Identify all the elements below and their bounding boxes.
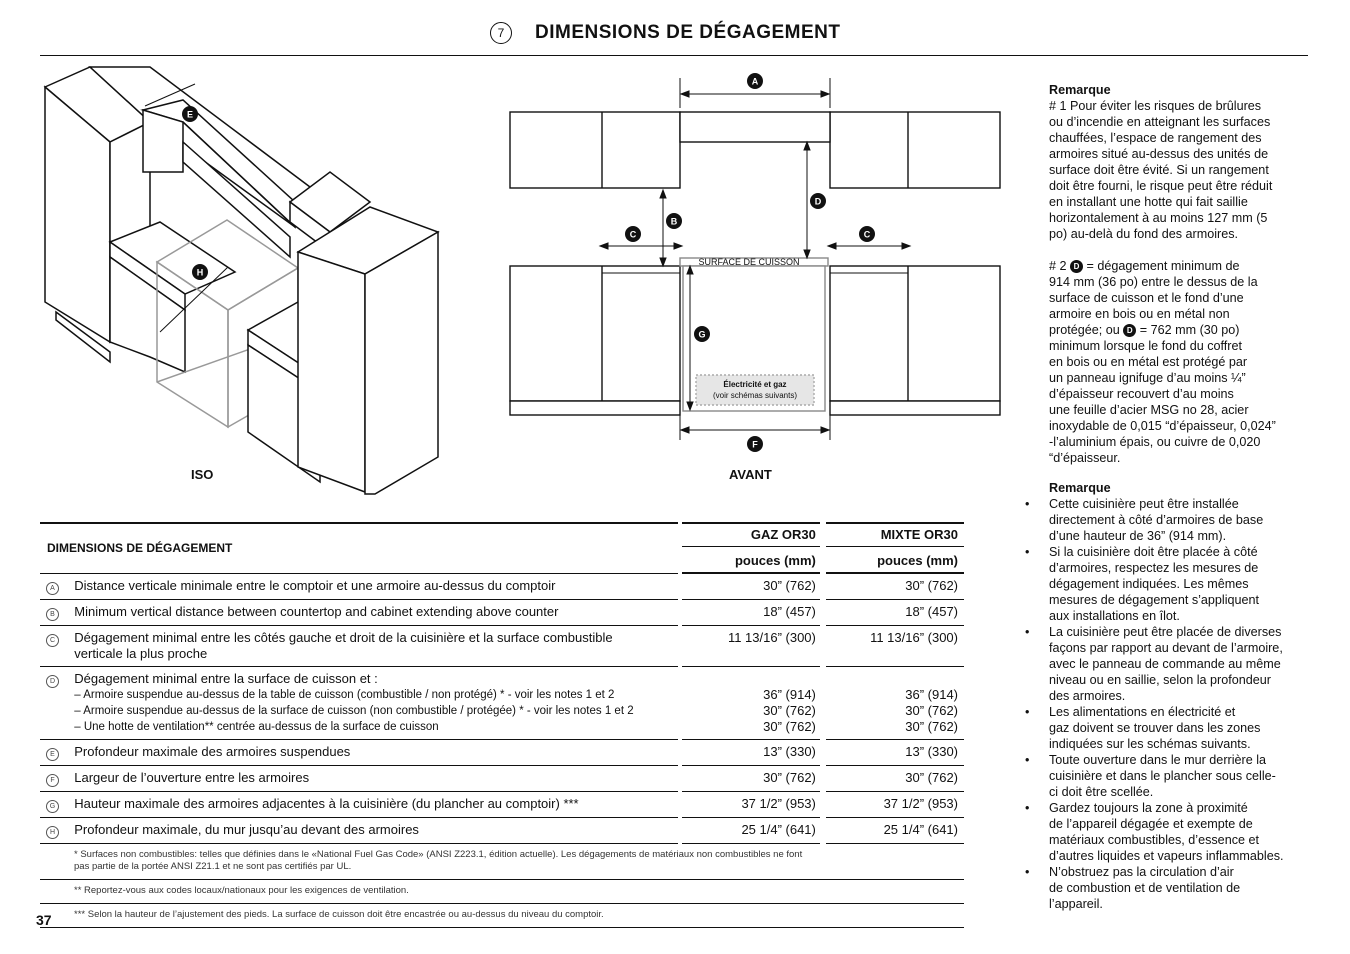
row-subitem: – Armoire suspendue au-dessus de la table de cuisson (combustible / non protégé) * - voir les notes 1 et 2	[74, 688, 615, 701]
remark-bullet-line: dégagement indiquées. Les mêmes	[1049, 577, 1249, 591]
remark-bullets	[1049, 496, 1317, 912]
remark-bullet-line: • N’obstruez pas la circulation d’air	[1049, 865, 1234, 879]
notes-column	[1049, 82, 1317, 912]
note-2-line-2: 914 mm (36 po) entre le dessus de la	[1049, 275, 1258, 289]
table-footnote: * Surfaces non combustibles: telles que définies dans le «National Fuel Gas Code» (ANSI Z223.1, édition actuelle). Les dégagements de matériaux non combustibles ne font	[74, 848, 803, 860]
col-header-mixte: MIXTE OR30	[880, 527, 958, 542]
note-2-line: un panneau ignifuge d’au moins ¼”	[1049, 371, 1246, 385]
remark-bullet-line: façons par rapport au devant de l’armoire,	[1049, 641, 1283, 655]
note-1-line: doit être fourni, le risque peut être réduit	[1049, 179, 1273, 193]
remark-bullet-line: cuisinière et dans le plancher sous celle-	[1049, 769, 1276, 783]
row-letter-icon: A	[46, 582, 59, 595]
remark-bullet-line: • Cette cuisinière peut être installée	[1049, 497, 1239, 511]
col-header-gaz: GAZ OR30	[750, 527, 816, 542]
marker-d-note: D	[1123, 324, 1136, 337]
note-2-tail	[1049, 338, 1317, 466]
table-footnote: *** Selon la hauteur de l’ajustement des pieds. La surface de cuisson doit être encastrée ou au-dessus du niveau du comptoir.	[74, 908, 604, 920]
remark-bullet-line: • Les alimentations en électricité et	[1049, 705, 1236, 719]
remark-bullet-line: ci doit être scellée.	[1049, 785, 1154, 799]
remark-bullet	[1049, 864, 1317, 912]
remark-bullet-line: matériaux combustibles, d’essence et	[1049, 833, 1259, 847]
note-1	[1049, 98, 1317, 242]
note-1-line: horizontalement à au moins 127 mm (5	[1049, 211, 1268, 225]
remark-bullet-line: directement à côté d’armoires de base	[1049, 513, 1264, 527]
remark-bullet-line: de l’appareil dégagée et exempte de	[1049, 817, 1253, 831]
section-number: 7	[490, 22, 512, 44]
value-mixte: 37 1/2” (953)	[883, 795, 958, 811]
marker-h: H	[196, 267, 204, 278]
row-subitem: – Une hotte de ventilation** centrée au-dessus de la surface de cuisson	[74, 720, 439, 733]
value-gaz: 30” (762)	[763, 769, 816, 785]
marker-e: E	[186, 109, 194, 120]
front-label: AVANT	[729, 467, 772, 482]
value-mixte: 30” (762)	[905, 769, 958, 785]
remark-bullet-line: d’armoires, respectez les mesures de	[1049, 561, 1259, 575]
front-diagram	[505, 68, 1005, 460]
row-letter-icon: C	[46, 634, 59, 647]
marker-c-right: C	[863, 229, 871, 240]
table-row	[40, 739, 964, 765]
note-2-line-5: protégée; ou D = 762 mm (30 po)	[1049, 323, 1240, 337]
remark-bullet	[1049, 752, 1317, 800]
remark-bullet-line: des armoires.	[1049, 689, 1126, 703]
note-1-line: surface doit être évité. Si un rangement	[1049, 163, 1269, 177]
row-letter-icon: D	[46, 675, 59, 688]
clearance-table	[40, 522, 964, 928]
page-number: 37	[36, 912, 52, 928]
note-2-line: “d’épaisseur.	[1049, 451, 1121, 465]
row-letter-icon: H	[46, 826, 59, 839]
value-gaz: 30” (762)	[763, 718, 816, 734]
utility-label: Électricité et gaz	[723, 380, 787, 389]
marker-f: F	[752, 439, 758, 450]
table-row	[40, 625, 964, 666]
marker-c-left: C	[629, 229, 637, 240]
table-row	[40, 599, 964, 625]
row-letter-icon: G	[46, 800, 59, 813]
note-2-line-3: surface de cuisson et le fond d’une	[1049, 291, 1244, 305]
value-mixte: 11 13/16” (300)	[870, 629, 958, 645]
remark-bullet-line: • Si la cuisinière doit être placée à côté	[1049, 545, 1258, 559]
row-description-cont: verticale la plus proche	[74, 645, 208, 661]
cooktop-label: SURFACE DE CUISSON	[698, 257, 800, 267]
remark-bullet	[1049, 496, 1317, 544]
row-description: Hauteur maximale des armoires adjacentes à la cuisinière (du plancher au comptoir) ***	[74, 795, 579, 811]
row-description: Dégagement minimal entre les côtés gauche et droit de la cuisinière et la surface combustible	[74, 629, 613, 645]
marker-b: B	[670, 216, 678, 227]
row-letter-icon: B	[46, 608, 59, 621]
marker-d: D	[814, 196, 822, 207]
table-row	[40, 765, 964, 791]
value-mixte: 36” (914)	[905, 686, 958, 702]
row-description: Minimum vertical distance between countertop and cabinet extending above counter	[74, 603, 559, 619]
iso-diagram	[40, 62, 450, 502]
value-mixte: 30” (762)	[905, 578, 958, 593]
remark-bullet-line: • Toute ouverture dans le mur derrière la	[1049, 753, 1267, 767]
note-2-line-4: armoire en bois ou en métal non	[1049, 307, 1230, 321]
remark-bullet-line: de combustion et de ventilation de	[1049, 881, 1241, 895]
note-1-line: en installant une hotte qui fait saillie	[1049, 195, 1248, 209]
value-gaz: 30” (762)	[763, 578, 816, 593]
table-title: DIMENSIONS DE DÉGAGEMENT	[47, 541, 233, 556]
note-1-line: chauffées, l’espace de rangement des	[1049, 131, 1262, 145]
remark-bullet-line: d’autres liquides et vapeurs inflammables.	[1049, 849, 1284, 863]
remark-bullet	[1049, 800, 1317, 864]
remark-bullet-line: indiquées sur les schémas suivants.	[1049, 737, 1251, 751]
note-1-line: po) au-delà du fond des armoires.	[1049, 227, 1239, 241]
table-footnote: ** Reportez-vous aux codes locaux/nationaux pour les exigences de ventilation.	[74, 884, 409, 896]
note-2-line: une feuille d’acier MSG no 28, acier	[1049, 403, 1249, 417]
row-description: Largeur de l’ouverture entre les armoires	[74, 769, 310, 785]
value-gaz: 11 13/16” (300)	[727, 629, 816, 645]
marker-a: A	[751, 76, 759, 87]
marker-d-note: D	[1070, 260, 1083, 273]
value-mixte: 18” (457)	[905, 603, 958, 619]
value-gaz: 13” (330)	[763, 743, 816, 759]
table-footnote: pas partie de la portée ANSI Z21.1 et ne sont pas certifiés par UL.	[74, 860, 352, 872]
remark-bullet-line: niveau ou en saillie, selon la profondeur	[1049, 673, 1271, 687]
utility-sublabel: (voir schémas suivants)	[712, 391, 798, 400]
note-2-line: -l’aluminium épais, ou cuivre de 0,020	[1049, 435, 1261, 449]
row-letter-icon: F	[46, 774, 59, 787]
remark-bullet	[1049, 544, 1317, 624]
value-mixte: 30” (762)	[905, 702, 958, 718]
row-description: Dégagement minimal entre la surface de cuisson et :	[74, 670, 378, 686]
remark-bullet-line: avec le panneau de commande au même	[1049, 657, 1281, 671]
value-gaz: 37 1/2” (953)	[741, 795, 816, 811]
note-2-line-1: # 2 D = dégagement minimum de	[1049, 259, 1240, 273]
row-subitem: – Armoire suspendue au-dessus de la surface de cuisson (non combustible / protégée) * - voir les notes 1 et 2	[74, 704, 634, 717]
marker-g: G	[698, 329, 706, 340]
remark-bullet	[1049, 624, 1317, 704]
value-gaz: 25 1/4” (641)	[741, 821, 816, 837]
header-divider	[40, 55, 1308, 56]
unit-header-gaz: pouces (mm)	[734, 553, 816, 568]
note-2-line: en bois ou en métal est protégé par	[1049, 355, 1248, 369]
value-gaz: 30” (762)	[763, 702, 816, 718]
remark-title-2: Remarque	[1049, 481, 1111, 495]
note-2-line: minimum lorsque le fond du coffret	[1049, 339, 1242, 353]
value-mixte: 25 1/4” (641)	[883, 821, 958, 837]
remark-bullet-line: • Gardez toujours la zone à proximité	[1049, 801, 1248, 815]
remark-title: Remarque	[1049, 83, 1111, 97]
note-1-line: ou d’incendie en atteignant les surfaces	[1049, 115, 1271, 129]
note-1-line: armoires situé au-dessus des unités de	[1049, 147, 1269, 161]
remark-bullet-line: aux installations en îlot.	[1049, 609, 1180, 623]
unit-header-mixte: pouces (mm)	[877, 553, 958, 568]
remark-bullet-line: l’appareil.	[1049, 897, 1103, 911]
row-letter-icon: E	[46, 748, 59, 761]
remark-bullet-line: mesures de dégagement s’appliquent	[1049, 593, 1260, 607]
value-gaz: 18” (457)	[763, 603, 816, 619]
remark-bullet-line: • La cuisinière peut être placée de diverses	[1049, 625, 1282, 639]
note-2-line: d’épaisseur recouvert d’au moins	[1049, 387, 1234, 401]
row-description: Profondeur maximale des armoires suspendues	[74, 743, 351, 759]
remark-bullet-line: d’une hauteur de 36” (914 mm).	[1049, 529, 1227, 543]
page-title: DIMENSIONS DE DÉGAGEMENT	[535, 22, 841, 43]
row-description: Distance verticale minimale entre le comptoir et une armoire au-dessus du comptoir	[74, 577, 556, 593]
note-2-line: inoxydable de 0,015 “d’épaisseur, 0,024”	[1049, 419, 1276, 433]
note-1-line: # 1 Pour éviter les risques de brûlures	[1049, 99, 1262, 113]
table-row	[40, 666, 964, 739]
table-row	[40, 573, 964, 599]
value-gaz: 36” (914)	[763, 686, 816, 702]
table-row	[40, 791, 964, 817]
iso-label: ISO	[191, 467, 214, 482]
row-description: Profondeur maximale, du mur jusqu’au devant des armoires	[74, 821, 419, 837]
remark-bullet	[1049, 704, 1317, 752]
value-mixte: 30” (762)	[905, 718, 958, 734]
value-mixte: 13” (330)	[905, 743, 958, 759]
table-row	[40, 817, 964, 843]
remark-bullet-line: gaz doivent se trouver dans les zones	[1049, 721, 1261, 735]
